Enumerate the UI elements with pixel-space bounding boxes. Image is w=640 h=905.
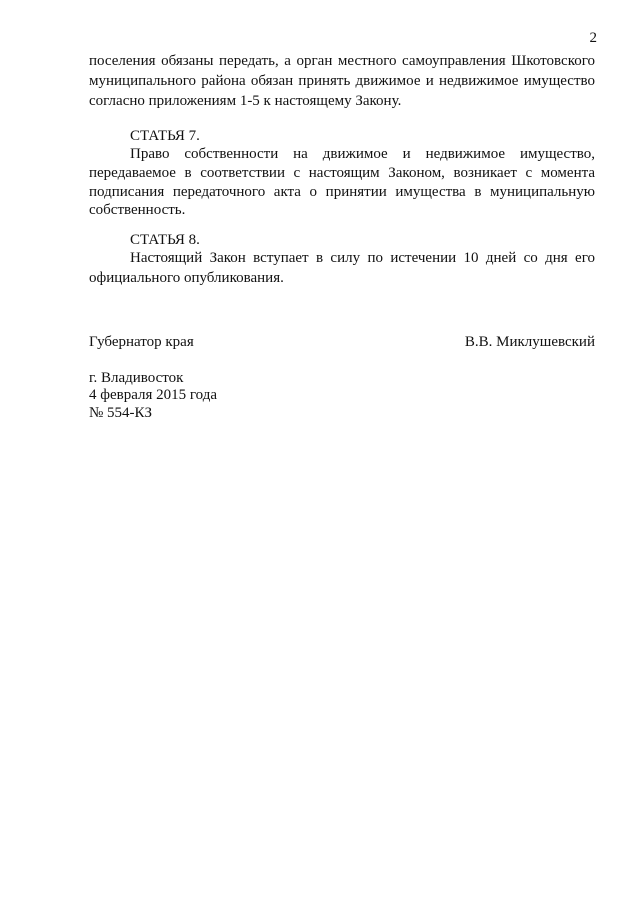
document-number: № 554-КЗ <box>89 405 153 421</box>
intro-line-3: согласно приложениям 1-5 к настоящему Закону. <box>89 93 402 109</box>
intro-line-1: поселения обязаны передать, а орган местного самоуправления Шкотовского <box>89 53 595 69</box>
article-7-line-4: собственность. <box>89 202 186 218</box>
article-7-line-3: подписания передаточного акта о принятии имущества в муниципальную <box>89 184 595 200</box>
article-8-line-2: официального опубликования. <box>89 270 284 286</box>
page-number: 2 <box>589 30 597 46</box>
article-7-line-1: Право собственности на движимое и недвижимое имущество, <box>130 146 595 162</box>
article-8-heading: СТАТЬЯ 8. <box>130 232 200 248</box>
article-8-line-1: Настоящий Закон вступает в силу по истечении 10 дней со дня его <box>130 250 595 266</box>
signatory-name: В.В. Миклушевский <box>464 334 595 350</box>
document-city: г. Владивосток <box>89 370 184 386</box>
intro-line-2: муниципального района обязан принять движимое и недвижимое имущество <box>89 73 595 89</box>
article-7-line-2: передаваемое в соответствии с настоящим Законом, возникает с момента <box>89 165 595 181</box>
article-7-heading: СТАТЬЯ 7. <box>130 128 200 144</box>
signatory-position: Губернатор края <box>89 334 194 350</box>
document-date: 4 февраля 2015 года <box>89 387 218 403</box>
